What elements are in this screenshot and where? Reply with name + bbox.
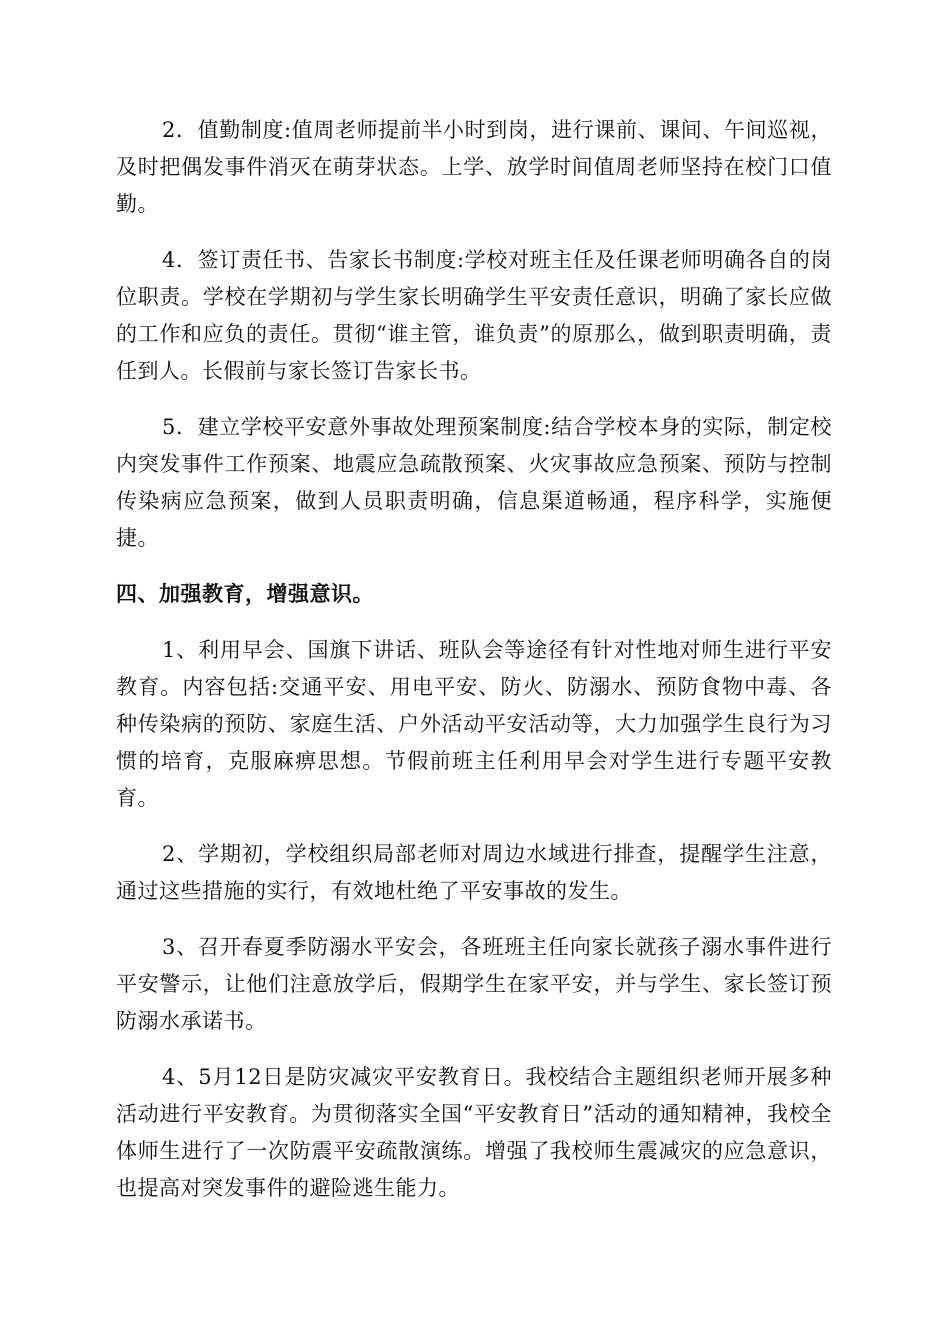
section-heading: 四、加强教育，增强意识。 [116, 582, 374, 606]
document-body [116, 112, 832, 1226]
paragraph-drowning-prevention: 3、召开春夏季防溺水平安会，各班班主任向家长就孩子溺水事件进行平安警示，让他们注意放学后，假期学生在家平安，并与学生、家长签订预防溺水承诺书。 [116, 935, 832, 1033]
paragraph-disaster-drill: 4、5月12日是防灾减灾平安教育日。我校结合主题组织老师开展多种活动进行平安教育。为贯彻落实全国“平安教育日”活动的通知精神，我校全体师生进行了一次防震平安疏散演练。增强了我校师生震减灾的应急意识，也提高对突发事件的避险逃生能力。 [116, 1065, 832, 1200]
paragraph-responsibility-letter: 4．签订责任书、告家长书制度:学校对班主任及任课老师明确各自的岗位职责。学校在学期初与学生家长明确学生平安责任意识，明确了家长应做的工作和应负的责任。贯彻“谁主管，谁负责”的原那么，做到职责明确，责任到人。长假前与家长签订告家长书。 [116, 248, 832, 383]
paragraph-water-inspection: 2、学期初，学校组织局部老师对周边水域进行排查，提醒学生注意，通过这些措施的实行，有效地杜绝了平安事故的发生。 [116, 842, 832, 903]
paragraph-duty-system: 2．值勤制度:值周老师提前半小时到岗，进行课前、课间、午间巡视，及时把偶发事件消灭在萌芽状态。上学、放学时间值周老师坚持在校门口值勤。 [116, 118, 832, 216]
paragraph-emergency-plan: 5．建立学校平安意外事故处理预案制度:结合学校本身的实际，制定校内突发事件工作预案、地震应急疏散预案、火灾事故应急预案、预防与控制传染病应急预案，做到人员职责明确，信息渠道畅通，程序科学，实施便捷。 [116, 415, 832, 550]
paragraph-safety-education: 1、利用早会、国旗下讲话、班队会等途径有针对性地对师生进行平安教育。内容包括:交通平安、用电平安、防火、防溺水、预防食物中毒、各种传染病的预防、家庭生活、户外活动平安活动等，大力加强学生良行为习惯的培育，克服麻痹思想。节假前班主任利用早会对学生进行专题平安教育。 [116, 638, 832, 810]
